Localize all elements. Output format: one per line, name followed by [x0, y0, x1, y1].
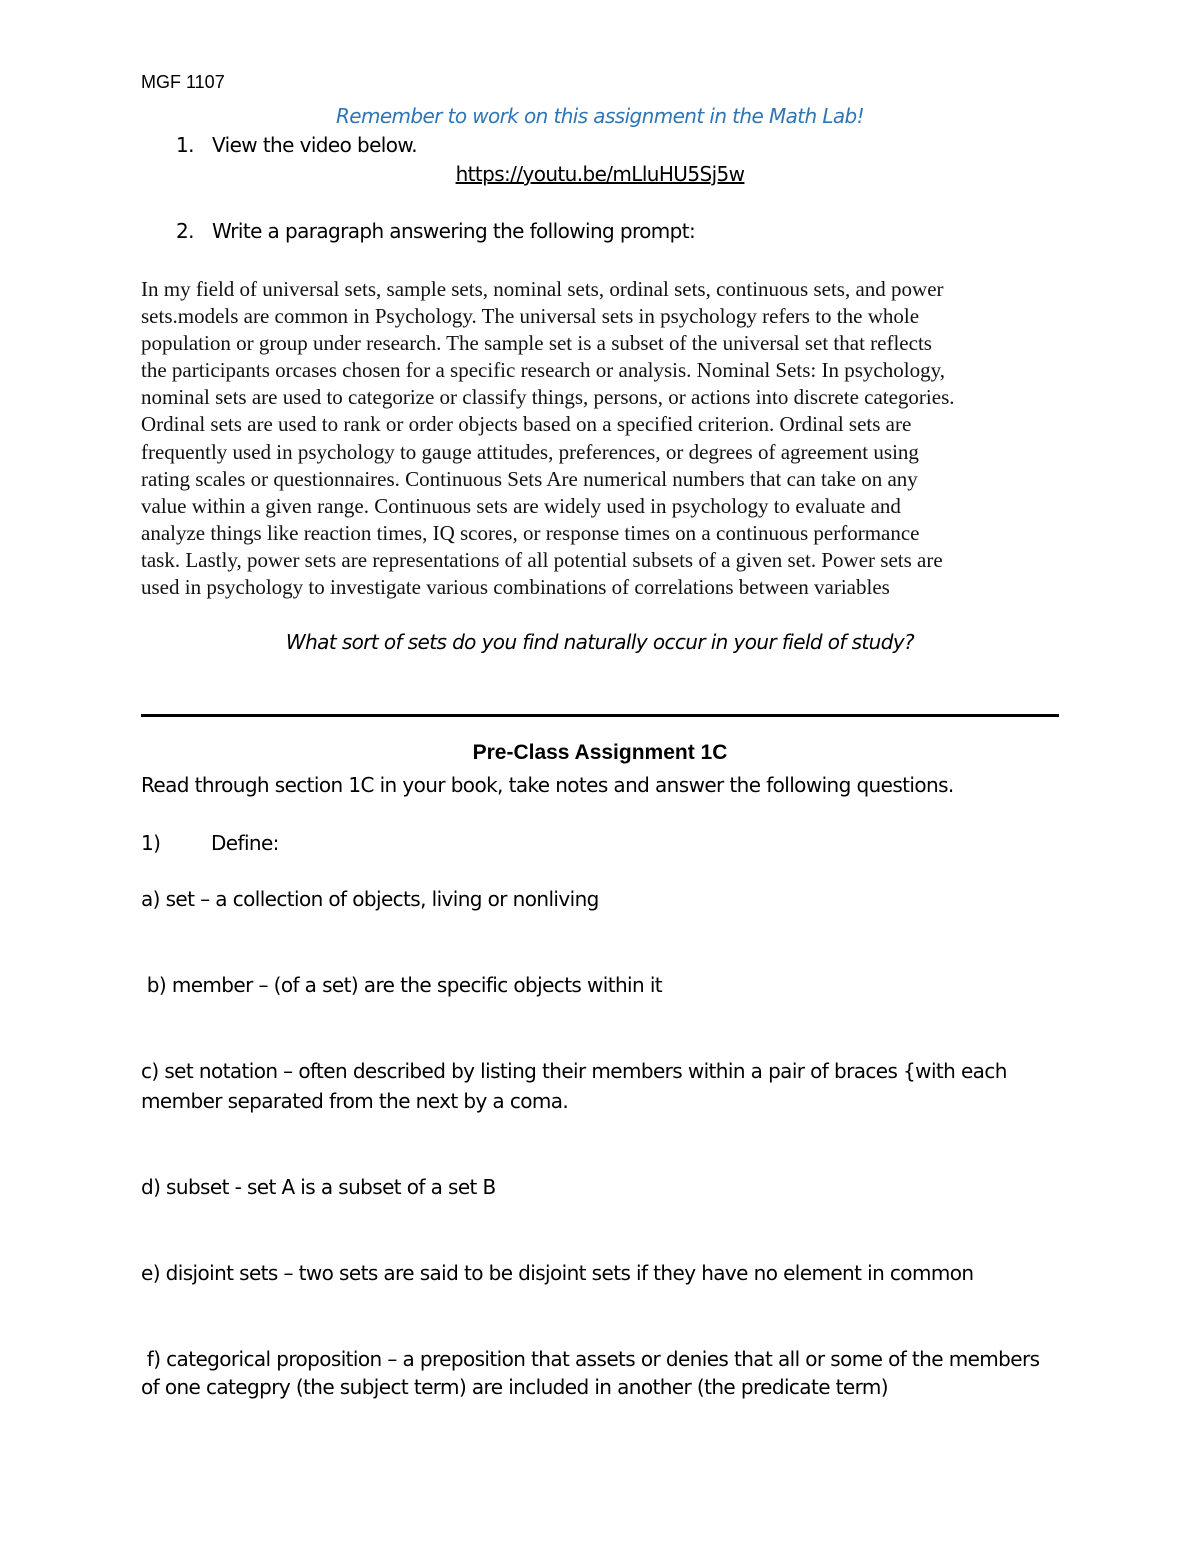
question-label: Define:: [211, 831, 279, 855]
definition-categorical-proposition-line-2: of one categpry (the subject term) are included in another (the predicate term): [141, 1375, 888, 1399]
paragraph-line: Ordinal sets are used to rank or order objects based on a specified criterion. Ordinal sets are: [141, 412, 912, 437]
step-1-text: View the video below.: [212, 133, 418, 157]
paragraph-line: task. Lastly, power sets are representations of all potential subsets of a given set. Power sets are: [141, 547, 943, 572]
paragraph-line: nominal sets are used to categorize or classify things, persons, or actions into discrete categories.: [141, 385, 955, 410]
definition-member: b) member – (of a set) are the specific objects within it: [141, 973, 663, 997]
section-instructions: Read through section 1C in your book, take notes and answer the following questions.: [141, 773, 954, 797]
paragraph-line: sets.models are common in Psychology. The universal sets in psychology refers to the whole: [141, 304, 920, 329]
question-1: [141, 831, 279, 855]
paragraph-line: rating scales or questionnaires. Continuous Sets Are numerical numbers that can take on any: [141, 466, 918, 491]
step-2-number: 2.: [176, 219, 194, 243]
paragraph-line: frequently used in psychology to gauge attitudes, preferences, or degrees of agreement using: [141, 439, 919, 464]
definition-disjoint-sets: e) disjoint sets – two sets are said to be disjoint sets if they have no element in common: [141, 1261, 974, 1285]
answer-paragraph: [141, 276, 1071, 601]
paragraph-line: the participants orcases chosen for a specific research or analysis. Nominal Sets: In psychology,: [141, 358, 945, 383]
lab-reminder: Remember to work on this assignment in the Math Lab!: [335, 104, 865, 128]
section-divider: [141, 714, 1059, 717]
step-2: [176, 219, 695, 243]
step-2-text: Write a paragraph answering the following prompt:: [212, 219, 696, 243]
paragraph-line: analyze things like reaction times, IQ scores, or response times on a continuous performance: [141, 520, 920, 545]
step-1: [176, 133, 417, 157]
paragraph-line: used in psychology to investigate various combinations of correlations between variables: [141, 575, 890, 600]
prompt-question: What sort of sets do you find naturally occur in your field of study?: [285, 630, 915, 654]
course-code: MGF 1107: [141, 72, 225, 92]
paragraph-line: In my field of universal sets, sample sets, nominal sets, ordinal sets, continuous sets, and power: [141, 277, 944, 301]
paragraph-line: population or group under research. The sample set is a subset of the universal set that reflects: [141, 331, 932, 356]
definition-set-notation-line-2: member separated from the next by a coma.: [141, 1089, 569, 1113]
definition-subset: d) subset - set A is a subset of a set B: [141, 1175, 496, 1199]
definition-set: a) set – a collection of objects, living or nonliving: [141, 887, 599, 911]
step-1-number: 1.: [176, 133, 194, 157]
question-number: 1): [141, 831, 161, 855]
definition-categorical-proposition-line-1: f) categorical proposition – a preposition that assets or denies that all or some of the members: [141, 1347, 1040, 1371]
section-title: Pre-Class Assignment 1C: [472, 741, 728, 764]
definition-set-notation-line-1: c) set notation – often described by listing their members within a pair of braces {with each: [141, 1059, 1007, 1083]
paragraph-line: value within a given range. Continuous sets are widely used in psychology to evaluate and: [141, 493, 901, 518]
video-link[interactable]: https://youtu.be/mLluHU5Sj5w: [455, 162, 745, 186]
